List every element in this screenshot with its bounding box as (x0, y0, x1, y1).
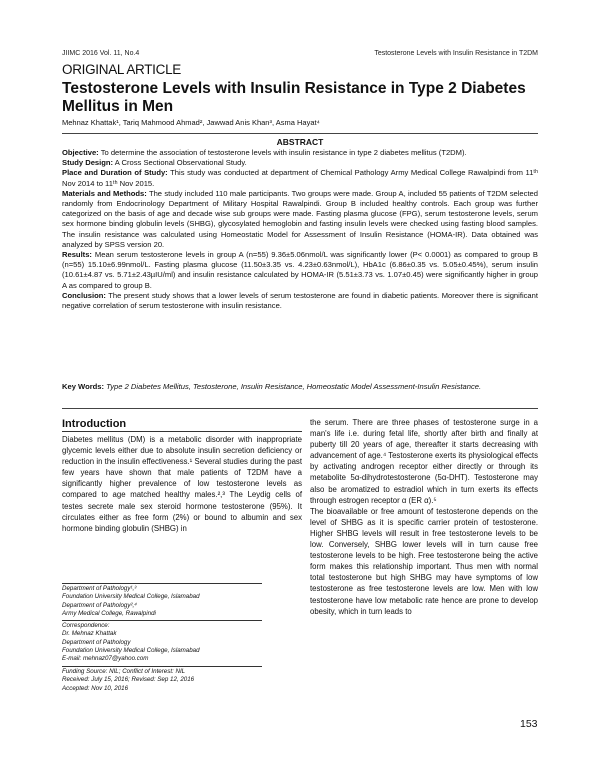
affiliations: Department of Pathology¹,³ Foundation University Medical College, Islamabad Department of Pathology²,⁴ Army Medical College, Rawalpindi (62, 585, 200, 617)
abstract-methods: Materials and Methods: The study included 110 male participants. Two groups were made. Group A, included 55 patients of T2DM selected randomly from Endocrinology Department of Military Hospital Rawalpindi. Group B included healthy controls. Each group was further categorized on the basis of age and decade wise sub groups were made. Fasting plasma glucose (FPG), serum testosterone levels, serum sex hormone binding globulin levels (SHBG), glycosylated hemoglobin and fasting insulin levels were checked using fasting blood samples. The insulin resistance was calculated using Homeostatic Model for Assessment of Insulin Resistance (HOMA-IR). Data obtained was analyzed by SPSS version 20. (62, 188, 538, 249)
journal-header: JIIMC 2016 Vol. 11, No.4 (62, 50, 140, 57)
article-title: Testosterone Levels with Insulin Resistance in Type 2 Diabetes Mellitus in Men (62, 80, 526, 115)
right-paragraph-2: The bioavailable or free amount of testosterone depends on the level of SHBG as it is specific carrier protein of testosterone. Higher SHBG levels will result in free testosterone levels to be low. Conversely, SHBG lower levels will in turn cause free testosterone levels to be high. Free testosterone being the active form makes this relationship important. Thus men with normal total testosterone but high SHBG may have symptoms of low testosterone as free testosterone levels are low. Men with low testosterone have low metabolic rate hence are prone to develop obesity, which in turn leads to (310, 506, 538, 616)
right-column (310, 417, 538, 617)
page-number: 153 (520, 718, 538, 730)
abstract-objective: Objective: To determine the association of testosterone levels with insulin resistance in type 2 diabetes mellitus (T2DM). (62, 148, 467, 157)
intro-paragraph: Diabetes mellitus (DM) is a metabolic disorder with inappropriate glycemic levels either due to absolute insulin secretion deficiency or reduction in the insulin effectiveness.¹ Several studies during the past few years have shown that male patients of T2DM have a significantly higher prevalence of low testosterone levels as compared to age matched healthy males.²,³ The Leydig cells of testes secrete male sex steroid hormone testosterone (95%). It circulates either as free form (2%) or bound to albumin and sex hormone binding globulin (SHBG) in (62, 435, 302, 533)
running-title: Testosterone Levels with Insulin Resistance in T2DM (374, 50, 538, 57)
abstract-bottom-rule (62, 408, 538, 409)
footnote-rule-3 (62, 666, 262, 667)
correspondence: Correspondence: Dr. Mehnaz Khattak Department of Pathology Foundation University Medical College, Islamabad E-mail: mehnaz07@yahoo.com (62, 622, 200, 663)
abstract-results: Results: Mean serum testosterone levels in group A (n=55) 9.36±5.06nmol/L was significantly lower (P< 0.0001) as compared to group B (n=55) 15.10±6.99nmol/L. Fasting plasma glucose (11.50±3.35 vs. 4.23±0.63nmol/L), HbA1c (6.86±0.35 vs. 5.05±0.45%), serum insulin (10.61±4.87 vs. 5.71±2.43µIU/ml) and insulin resistance calculated by HOMA-IR (5.51±3.73 vs. 1.07±0.45) were significantly higher in group A as compared to group B. (62, 250, 538, 290)
abstract-conclusion: Conclusion: The present study shows that a lower levels of serum testosterone are found in diabetic patients. Moreover there is significant negative correlation of serum testosterone with insulin resistance. (62, 290, 538, 311)
intro-heading-rule (62, 431, 302, 432)
abstract-body (62, 148, 538, 311)
intro-heading: Introduction (62, 418, 127, 430)
keywords: Key Words: Type 2 Diabetes Mellitus, Testosterone, Insulin Resistance, Homeostatic Model Assessment-Insulin Resistance. (62, 382, 482, 391)
author-list: Mehnaz Khattak¹, Tariq Mahmood Ahmad², Jawwad Anis Khan³, Asma Hayat⁴ (62, 118, 320, 127)
right-paragraph-1: the serum. There are three phases of testosterone surge in a man's life i.e. during fetal life, shortly after birth and finally at puberty till 20 years of age, thereafter it starts decreasing with advancement of age.⁴ Testosterone exerts its physiological effects by activating androgen receptor either directly or through its metabolite 5α-dihydrotestosterone (5α-DHT). Testosterone may also be aromatized to estradiol which in turn exerts its effects through estrogen receptor α (ER α).⁵ (310, 418, 539, 505)
article-type: ORIGINAL ARTICLE (62, 62, 181, 77)
abstract-place: Place and Duration of Study: This study was conducted at department of Chemical Pathology Army Medical College Rawalpindi from 11ᵗʰ Nov 2014 to 11ᵗʰ Nov 2015. (62, 168, 538, 188)
footnote-rule-2 (62, 620, 262, 621)
abstract-heading: ABSTRACT (276, 137, 324, 147)
footnote-rule-1 (62, 583, 262, 584)
abstract-top-rule (62, 133, 538, 134)
article-dates: Funding Source: NIL; Conflict of Interest: NIL Received: July 15, 2016; Revised: Sep 12, 2016 Accepted: Nov 10, 2016 (62, 668, 195, 692)
abstract-design: Study Design: A Cross Sectional Observational Study. (62, 158, 247, 168)
